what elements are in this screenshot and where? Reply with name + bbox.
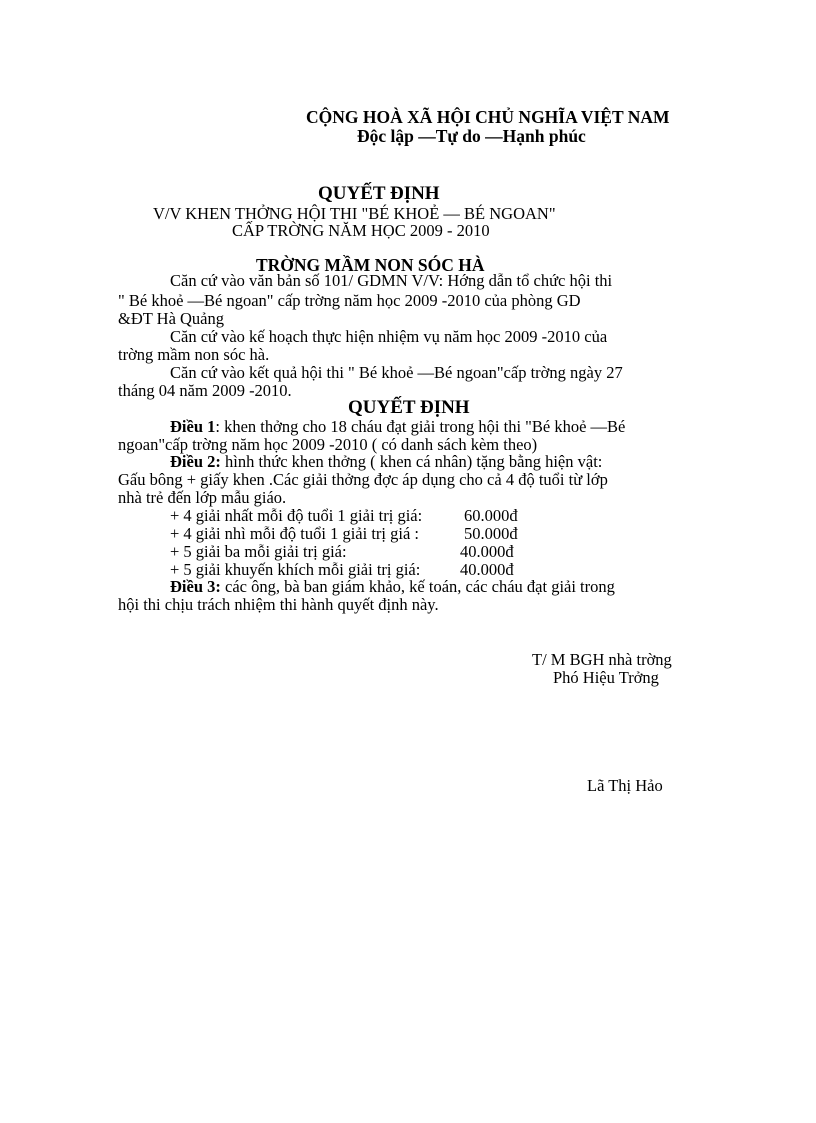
decides-title: QUYẾT ĐỊNH (348, 397, 470, 418)
article-1-text: : khen thởng cho 18 cháu đạt giải trong hội thi "Bé khoẻ —Bé (215, 417, 626, 436)
signature-position: Phó Hiệu Trởng (553, 668, 659, 687)
preamble-p2-line2: trờng mầm non sóc hà. (118, 345, 270, 364)
national-name: CỘNG HOÀ XÃ HỘI CHỦ NGHĨA VIỆT NAM (306, 107, 670, 127)
prize-row (170, 543, 570, 561)
decision-subject-line2: CẤP TRỜNG NĂM HỌC 2009 - 2010 (232, 221, 490, 240)
preamble-p1-line1: Căn cứ vào văn bản số 101/ GDMN V/V: Hớng dẫn tổ chức hội thi (170, 271, 613, 290)
article-2-line2: Gấu bông + giấy khen .Các giải thởng đợc áp dụng cho cả 4 độ tuổi từ lớp (118, 470, 608, 489)
article-1-label: Điều 1 (170, 417, 216, 436)
issuer-name: TRỜNG MẦM NON SÓC HÀ (256, 255, 485, 275)
article-3-line2: hội thi chịu trách nhiệm thi hành quyết định này. (118, 595, 439, 614)
preamble-p3-line1: Căn cứ vào kết quả hội thi " Bé khoẻ —Bé ngoan"cấp trờng ngày 27 (170, 363, 623, 382)
prize-amount: 40.000đ (460, 542, 514, 561)
prize-text: + 4 giải nhì mỗi độ tuổi 1 giải trị giá : (170, 524, 419, 543)
prize-row (170, 507, 570, 525)
preamble-p1-line2: " Bé khoẻ —Bé ngoan" cấp trờng năm học 2009 -2010 của phòng GD (118, 291, 581, 310)
prize-row (170, 525, 570, 543)
national-motto: Độc lập —Tự do —Hạnh phúc (357, 126, 586, 146)
article-3-label: Điều 3: (170, 577, 221, 596)
decision-title: QUYẾT ĐỊNH (318, 183, 440, 204)
signature-on-behalf: T/ M BGH nhà trờng (532, 650, 672, 669)
article-3-text: các ông, bà ban giám khảo, kế toán, các cháu đạt giải trong (220, 577, 615, 596)
article-3-line1 (170, 578, 615, 596)
article-2-line3: nhà trẻ đến lớp mẫu giáo. (118, 488, 287, 507)
prize-text: + 5 giải ba mỗi giải trị giá: (170, 542, 347, 561)
prize-amount: 50.000đ (464, 524, 518, 543)
preamble-p2-line1: Căn cứ vào kế hoạch thực hiện nhiệm vụ năm học 2009 -2010 của (170, 327, 608, 346)
prize-amount: 60.000đ (464, 506, 518, 525)
article-2-line1 (170, 453, 602, 471)
article-2-label: Điều 2: (170, 452, 221, 471)
prize-amount: 40.000đ (460, 560, 514, 579)
preamble-p3-line2: tháng 04 năm 2009 -2010. (118, 381, 292, 400)
decision-subject-line1: V/V KHEN THỞNG HỘI THI "BÉ KHOẺ — BÉ NGOAN" (153, 204, 556, 223)
prize-text: + 4 giải nhất mỗi độ tuổi 1 giải trị giá: (170, 506, 423, 525)
article-1-line2: ngoan"cấp trờng năm học 2009 -2010 ( có danh sách kèm theo) (118, 435, 538, 454)
article-1-line1 (170, 418, 625, 436)
signature-name: Lã Thị Hảo (587, 776, 663, 795)
preamble-p1-line3: &ĐT Hà Quảng (118, 309, 225, 328)
article-2-text: hình thức khen thởng ( khen cá nhân) tặng bằng hiện vật: (220, 452, 603, 471)
prize-text: + 5 giải khuyến khích mỗi giải trị giá: (170, 560, 421, 579)
